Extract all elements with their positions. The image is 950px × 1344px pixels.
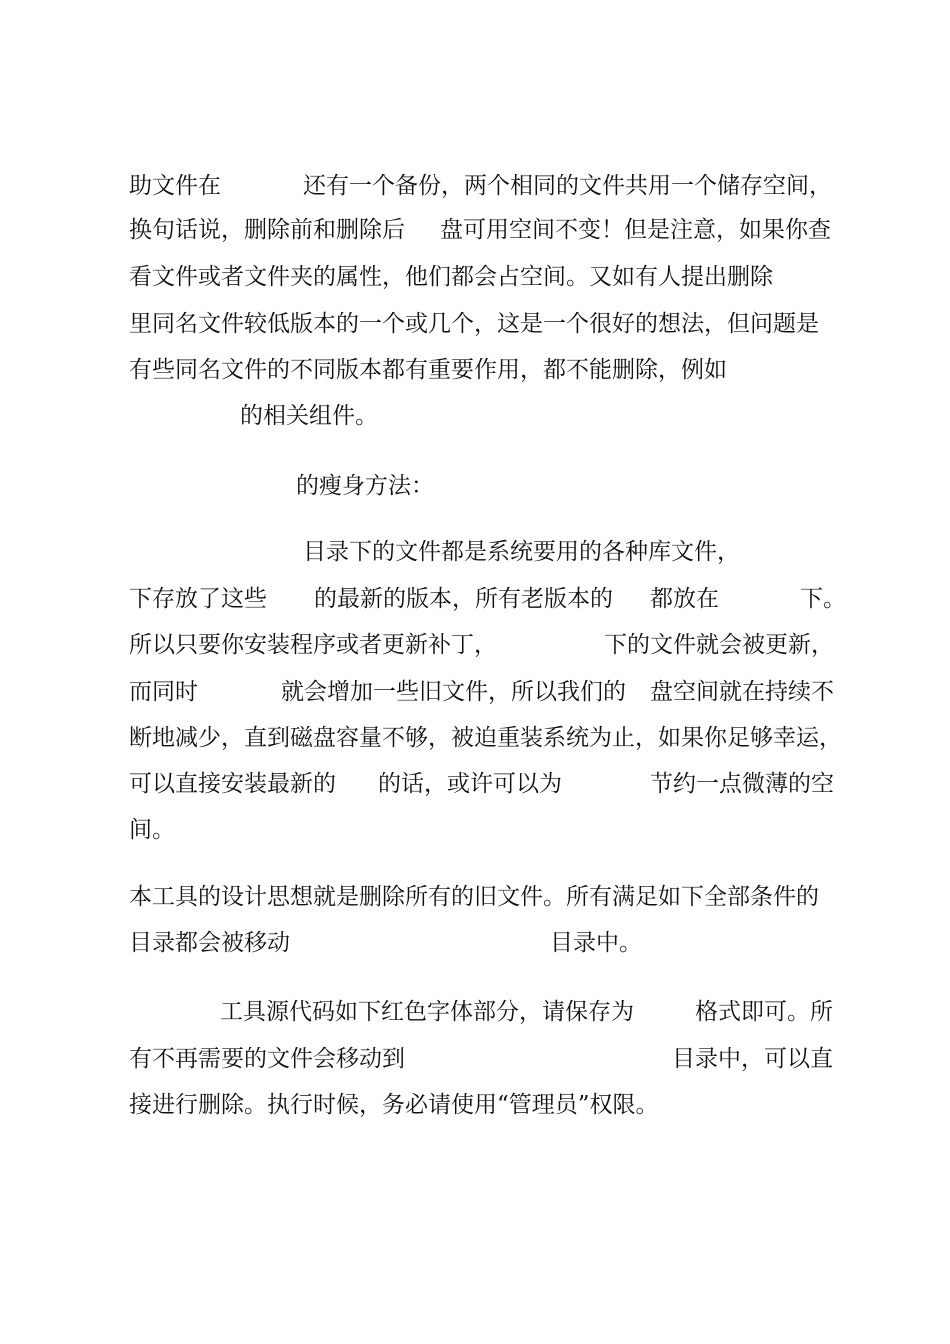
text-segment: 下。	[800, 586, 846, 612]
text-segment: 里同名文件较低版本的一个或几个，这是一个很好的想法，但问题是	[129, 311, 819, 337]
text-segment: 的相关组件。	[240, 403, 378, 429]
text-segment: 目录中。	[550, 930, 642, 956]
text-segment: 目录中，可以直	[672, 1046, 833, 1072]
text-segment: 换句话说，删除前和删除后	[129, 217, 405, 243]
text-segment: 盘可用空间不变！但是注意，如果你查	[440, 217, 831, 243]
text-segment: 目录都会被移动	[129, 930, 290, 956]
text-segment: 下的文件就会被更新，	[604, 632, 834, 658]
text-segment: 节约一点微薄的空	[650, 771, 834, 797]
text-segment: 盘空间就在持续不	[650, 679, 834, 705]
text-segment: 有些同名文件的不同版本都有重要作用，都不能删除，例如	[129, 357, 727, 383]
text-segment: 而同时	[129, 679, 198, 705]
text-segment: 的话，或许可以为	[378, 771, 562, 797]
text-segment: 都放在	[650, 586, 719, 612]
text-segment: 下存放了这些	[129, 586, 267, 612]
text-segment: 接进行删除。执行时候，务必请使用“管理员”权限。	[129, 1092, 659, 1118]
text-segment: 格式即可。所	[695, 999, 833, 1025]
text-segment: 间。	[129, 817, 175, 843]
text-segment: 助文件在	[129, 173, 221, 199]
text-segment: 工具源代码如下红色字体部分，请保存为	[220, 999, 634, 1025]
text-segment: 本工具的设计思想就是删除所有的旧文件。所有满足如下全部条件的	[129, 884, 819, 910]
text-segment: 目录下的文件都是系统要用的各种库文件，	[303, 539, 740, 565]
text-segment: 的最新的版本，所有老版本的	[314, 586, 613, 612]
text-segment: 所以只要你安装程序或者更新补丁，	[129, 632, 497, 658]
text-segment: 看文件或者文件夹的属性，他们都会占空间。又如有人提出删除	[129, 264, 773, 290]
text-segment: 就会增加一些旧文件，所以我们的	[281, 679, 626, 705]
text-segment: 还有一个备份，两个相同的文件共用一个储存空间，	[303, 173, 832, 199]
text-segment: 有不再需要的文件会移动到	[129, 1046, 405, 1072]
text-segment: 断地减少，直到磁盘容量不够，被迫重装系统为止，如果你足够幸运，	[129, 725, 842, 751]
section-heading: 的瘦身方法：	[296, 473, 434, 499]
text-segment: 可以直接安装最新的	[129, 771, 336, 797]
